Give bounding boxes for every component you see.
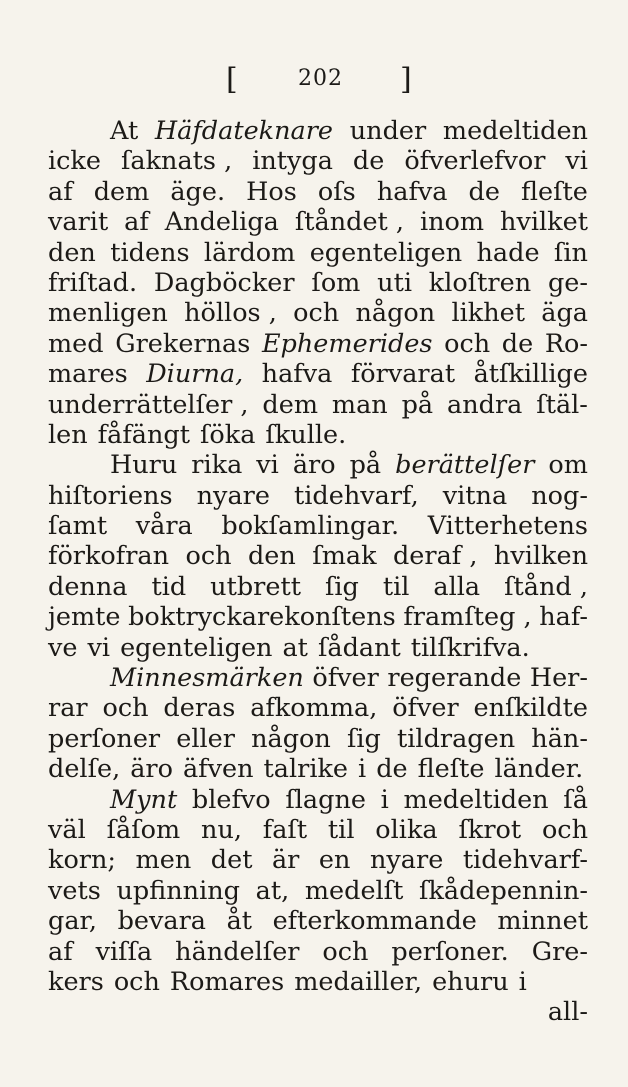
word: den	[247, 541, 296, 572]
word: medelſt	[304, 875, 404, 906]
word: til	[382, 571, 410, 602]
word: ehuru	[432, 966, 509, 997]
word: framſteg ,	[403, 602, 532, 633]
text-line	[48, 724, 588, 754]
word: friſtad.	[48, 267, 138, 298]
word: ſåſom	[106, 814, 181, 845]
word: tildragen	[397, 723, 516, 754]
word: tidehvarf,	[294, 480, 419, 511]
word: ſådant	[317, 632, 401, 663]
word: ve	[48, 632, 78, 663]
word: menligen	[48, 298, 168, 329]
word: alla	[433, 571, 481, 602]
word: Mynt	[110, 784, 178, 815]
text-line	[48, 420, 588, 450]
word: äga	[541, 298, 588, 329]
word: likhet	[451, 298, 525, 329]
text-line	[48, 177, 588, 207]
word: af	[48, 936, 73, 967]
text-line	[48, 572, 588, 602]
word: våra	[135, 511, 193, 542]
word: enſkildte	[473, 693, 588, 724]
word: Hos	[246, 176, 297, 207]
word: tidens	[110, 237, 190, 268]
text-line	[48, 390, 588, 420]
word: bevara	[117, 906, 207, 937]
word: det	[210, 845, 253, 876]
word: talrike	[263, 754, 349, 785]
word: äge.	[170, 176, 226, 207]
word: ſaknats ,	[120, 146, 233, 177]
word: länder.	[494, 754, 584, 785]
word: förvarat	[350, 359, 456, 390]
text-line	[48, 298, 588, 328]
word: äro	[292, 450, 336, 481]
word: dem	[93, 176, 150, 207]
word: de	[376, 754, 408, 785]
word: lärdom	[203, 237, 296, 268]
word: rar	[48, 693, 88, 724]
word: oſs	[317, 176, 356, 207]
text-line	[48, 207, 588, 237]
word: ſtånd ,	[504, 571, 588, 602]
word: Vitterhetens	[427, 511, 588, 542]
word: men	[135, 845, 192, 876]
word: tilſkrifva.	[410, 632, 530, 663]
word: upfinning	[116, 875, 240, 906]
word: blefvo	[191, 784, 271, 815]
word: Gre-	[531, 936, 588, 967]
word: om	[548, 450, 588, 481]
catchword: all-	[547, 997, 588, 1028]
word: olika	[375, 814, 438, 845]
word: vitna	[442, 480, 508, 511]
word: perſoner	[48, 723, 161, 754]
word: och	[102, 693, 149, 724]
text-line	[48, 663, 588, 693]
text-line	[48, 967, 588, 997]
text-line	[48, 693, 588, 723]
word: äfven	[182, 754, 254, 785]
word: Ephemerides	[261, 328, 433, 359]
word: inom	[419, 207, 485, 238]
word: deras	[163, 693, 236, 724]
word: nog-	[531, 480, 588, 511]
word: jemte	[48, 602, 121, 633]
word: ſin	[553, 237, 588, 268]
word: ſig	[346, 723, 381, 754]
word: gar,	[48, 906, 98, 937]
word: intyga	[252, 146, 333, 177]
word: vi	[87, 632, 111, 663]
text-line	[48, 450, 588, 480]
text-line	[48, 238, 588, 268]
word: ſkulle.	[265, 419, 347, 450]
word: faſt	[262, 814, 308, 845]
word: ſå	[563, 784, 588, 815]
header-bracket-right: ]	[400, 62, 412, 97]
word: haf-	[539, 602, 588, 633]
text-line	[48, 146, 588, 176]
word: Häfdateknare	[154, 116, 334, 146]
word: ſöka	[199, 419, 256, 450]
text-line	[48, 359, 588, 389]
word: hade	[476, 237, 540, 268]
word: kers	[48, 966, 104, 997]
word: fåfängt	[97, 419, 190, 450]
word: Diurna,	[146, 359, 244, 390]
word: åt	[226, 906, 253, 937]
word: i	[518, 966, 527, 997]
word: eller	[176, 723, 235, 754]
word: på	[349, 450, 382, 481]
text-line	[48, 329, 588, 359]
word: ſtåndet ,	[294, 207, 404, 238]
word: at	[282, 632, 308, 663]
word: öfver	[312, 663, 379, 694]
text-line	[48, 602, 588, 632]
word: denna	[48, 571, 128, 602]
word: och	[293, 298, 340, 329]
text-line	[48, 906, 588, 936]
word: höllos ,	[184, 298, 277, 329]
word: väl	[48, 814, 86, 845]
word: icke	[48, 146, 101, 177]
word: öfver	[392, 693, 459, 724]
word: nyare	[369, 845, 444, 876]
word: ſtäl-	[536, 389, 588, 420]
word: medeltiden	[442, 116, 588, 146]
word: regerande	[387, 663, 522, 694]
word: afkomma,	[250, 693, 378, 724]
word: varit	[48, 207, 109, 238]
word: fleſte	[417, 754, 485, 785]
word: dem	[262, 389, 319, 420]
word: egenteligen	[309, 237, 463, 268]
word: af	[48, 176, 73, 207]
word: och	[541, 814, 588, 845]
word: rika	[191, 450, 243, 481]
word: Dagböcker	[153, 267, 295, 298]
word: de	[501, 328, 534, 359]
word: fleſte	[521, 176, 588, 207]
word: åtſkillige	[473, 359, 588, 390]
word: Ro-	[544, 328, 588, 359]
word: och	[113, 966, 160, 997]
word: underrättelſer ,	[48, 389, 249, 420]
word: någon	[251, 723, 331, 754]
word: är	[271, 845, 300, 876]
word: med	[48, 328, 104, 359]
text-line	[48, 754, 588, 784]
word: nu,	[201, 814, 242, 845]
word: tidehvarf-	[462, 845, 588, 876]
word: ſkådepennin-	[419, 875, 588, 906]
text-line	[48, 116, 588, 146]
word: vi	[565, 146, 588, 177]
word: förkofran	[48, 541, 170, 572]
word: perſoner.	[391, 936, 509, 967]
word: uti	[377, 267, 412, 298]
word: boktryckarekonſtens	[128, 602, 396, 633]
word: Minnesmärken	[110, 663, 304, 694]
word: berättelſer	[395, 450, 535, 481]
word: Romares	[169, 966, 285, 997]
text-line	[48, 815, 588, 845]
word: hafva	[261, 359, 333, 390]
word: kloſtren	[428, 267, 532, 298]
word: medailler,	[294, 966, 423, 997]
text-line	[48, 876, 588, 906]
word: äro	[130, 754, 173, 785]
word: och	[322, 936, 369, 967]
word: at,	[255, 875, 290, 906]
word: len	[48, 419, 88, 450]
word: deraf ,	[392, 541, 478, 572]
word: bokſamlingar.	[221, 511, 400, 542]
word: utbrett	[210, 571, 301, 602]
word: någon	[355, 298, 436, 329]
text-line	[48, 481, 588, 511]
page-header	[0, 62, 628, 98]
word: på	[401, 389, 434, 420]
word: egenteligen	[120, 632, 273, 663]
text-line	[48, 268, 588, 298]
catchword-line	[48, 997, 588, 1027]
word: til	[327, 814, 355, 845]
word: de	[468, 176, 500, 207]
word: under	[349, 116, 427, 146]
page-number: 202	[298, 66, 343, 91]
word: ge-	[547, 267, 588, 298]
word: man	[331, 389, 388, 420]
word: vets	[48, 875, 101, 906]
word: Grekernas	[115, 328, 251, 359]
text-line	[48, 541, 588, 571]
word: minnet	[497, 906, 588, 937]
word: Her-	[529, 663, 588, 694]
word: de	[352, 146, 385, 177]
word: At	[110, 116, 139, 146]
word: öfverlefvor	[404, 146, 546, 177]
word: andra	[447, 389, 523, 420]
text-line	[48, 845, 588, 875]
word: ſkrot	[458, 814, 522, 845]
word: ſamt	[48, 511, 108, 542]
word: delſe,	[48, 754, 121, 785]
word: mares	[48, 359, 128, 390]
word: en	[318, 845, 351, 876]
word: efterkommande	[272, 906, 477, 937]
word: ſlagne	[285, 784, 366, 815]
word: Huru	[110, 450, 178, 481]
word: hvilken	[493, 541, 588, 572]
word: hiſtoriens	[48, 480, 173, 511]
word: hvilket	[500, 207, 588, 238]
word: ſmak	[312, 541, 377, 572]
word: och	[444, 328, 491, 359]
word: nyare	[196, 480, 270, 511]
word: Andeliga	[164, 207, 279, 238]
body-text	[48, 116, 588, 1028]
word: medeltiden	[403, 784, 549, 815]
word: i	[358, 754, 367, 785]
header-bracket-left: [	[226, 62, 238, 97]
word: händelſer	[175, 936, 300, 967]
word: tid	[151, 571, 187, 602]
word: hän-	[531, 723, 588, 754]
word: af	[124, 207, 149, 238]
word: korn;	[48, 845, 117, 876]
text-line	[48, 511, 588, 541]
word: den	[48, 237, 96, 268]
word: hafva	[376, 176, 448, 207]
word: i	[380, 784, 389, 815]
word: vi	[256, 450, 279, 481]
word: ſig	[324, 571, 359, 602]
text-line	[48, 633, 588, 663]
word: viſſa	[95, 936, 153, 967]
text-line	[48, 937, 588, 967]
word: och	[185, 541, 232, 572]
text-line	[48, 785, 588, 815]
word: ſom	[311, 267, 361, 298]
